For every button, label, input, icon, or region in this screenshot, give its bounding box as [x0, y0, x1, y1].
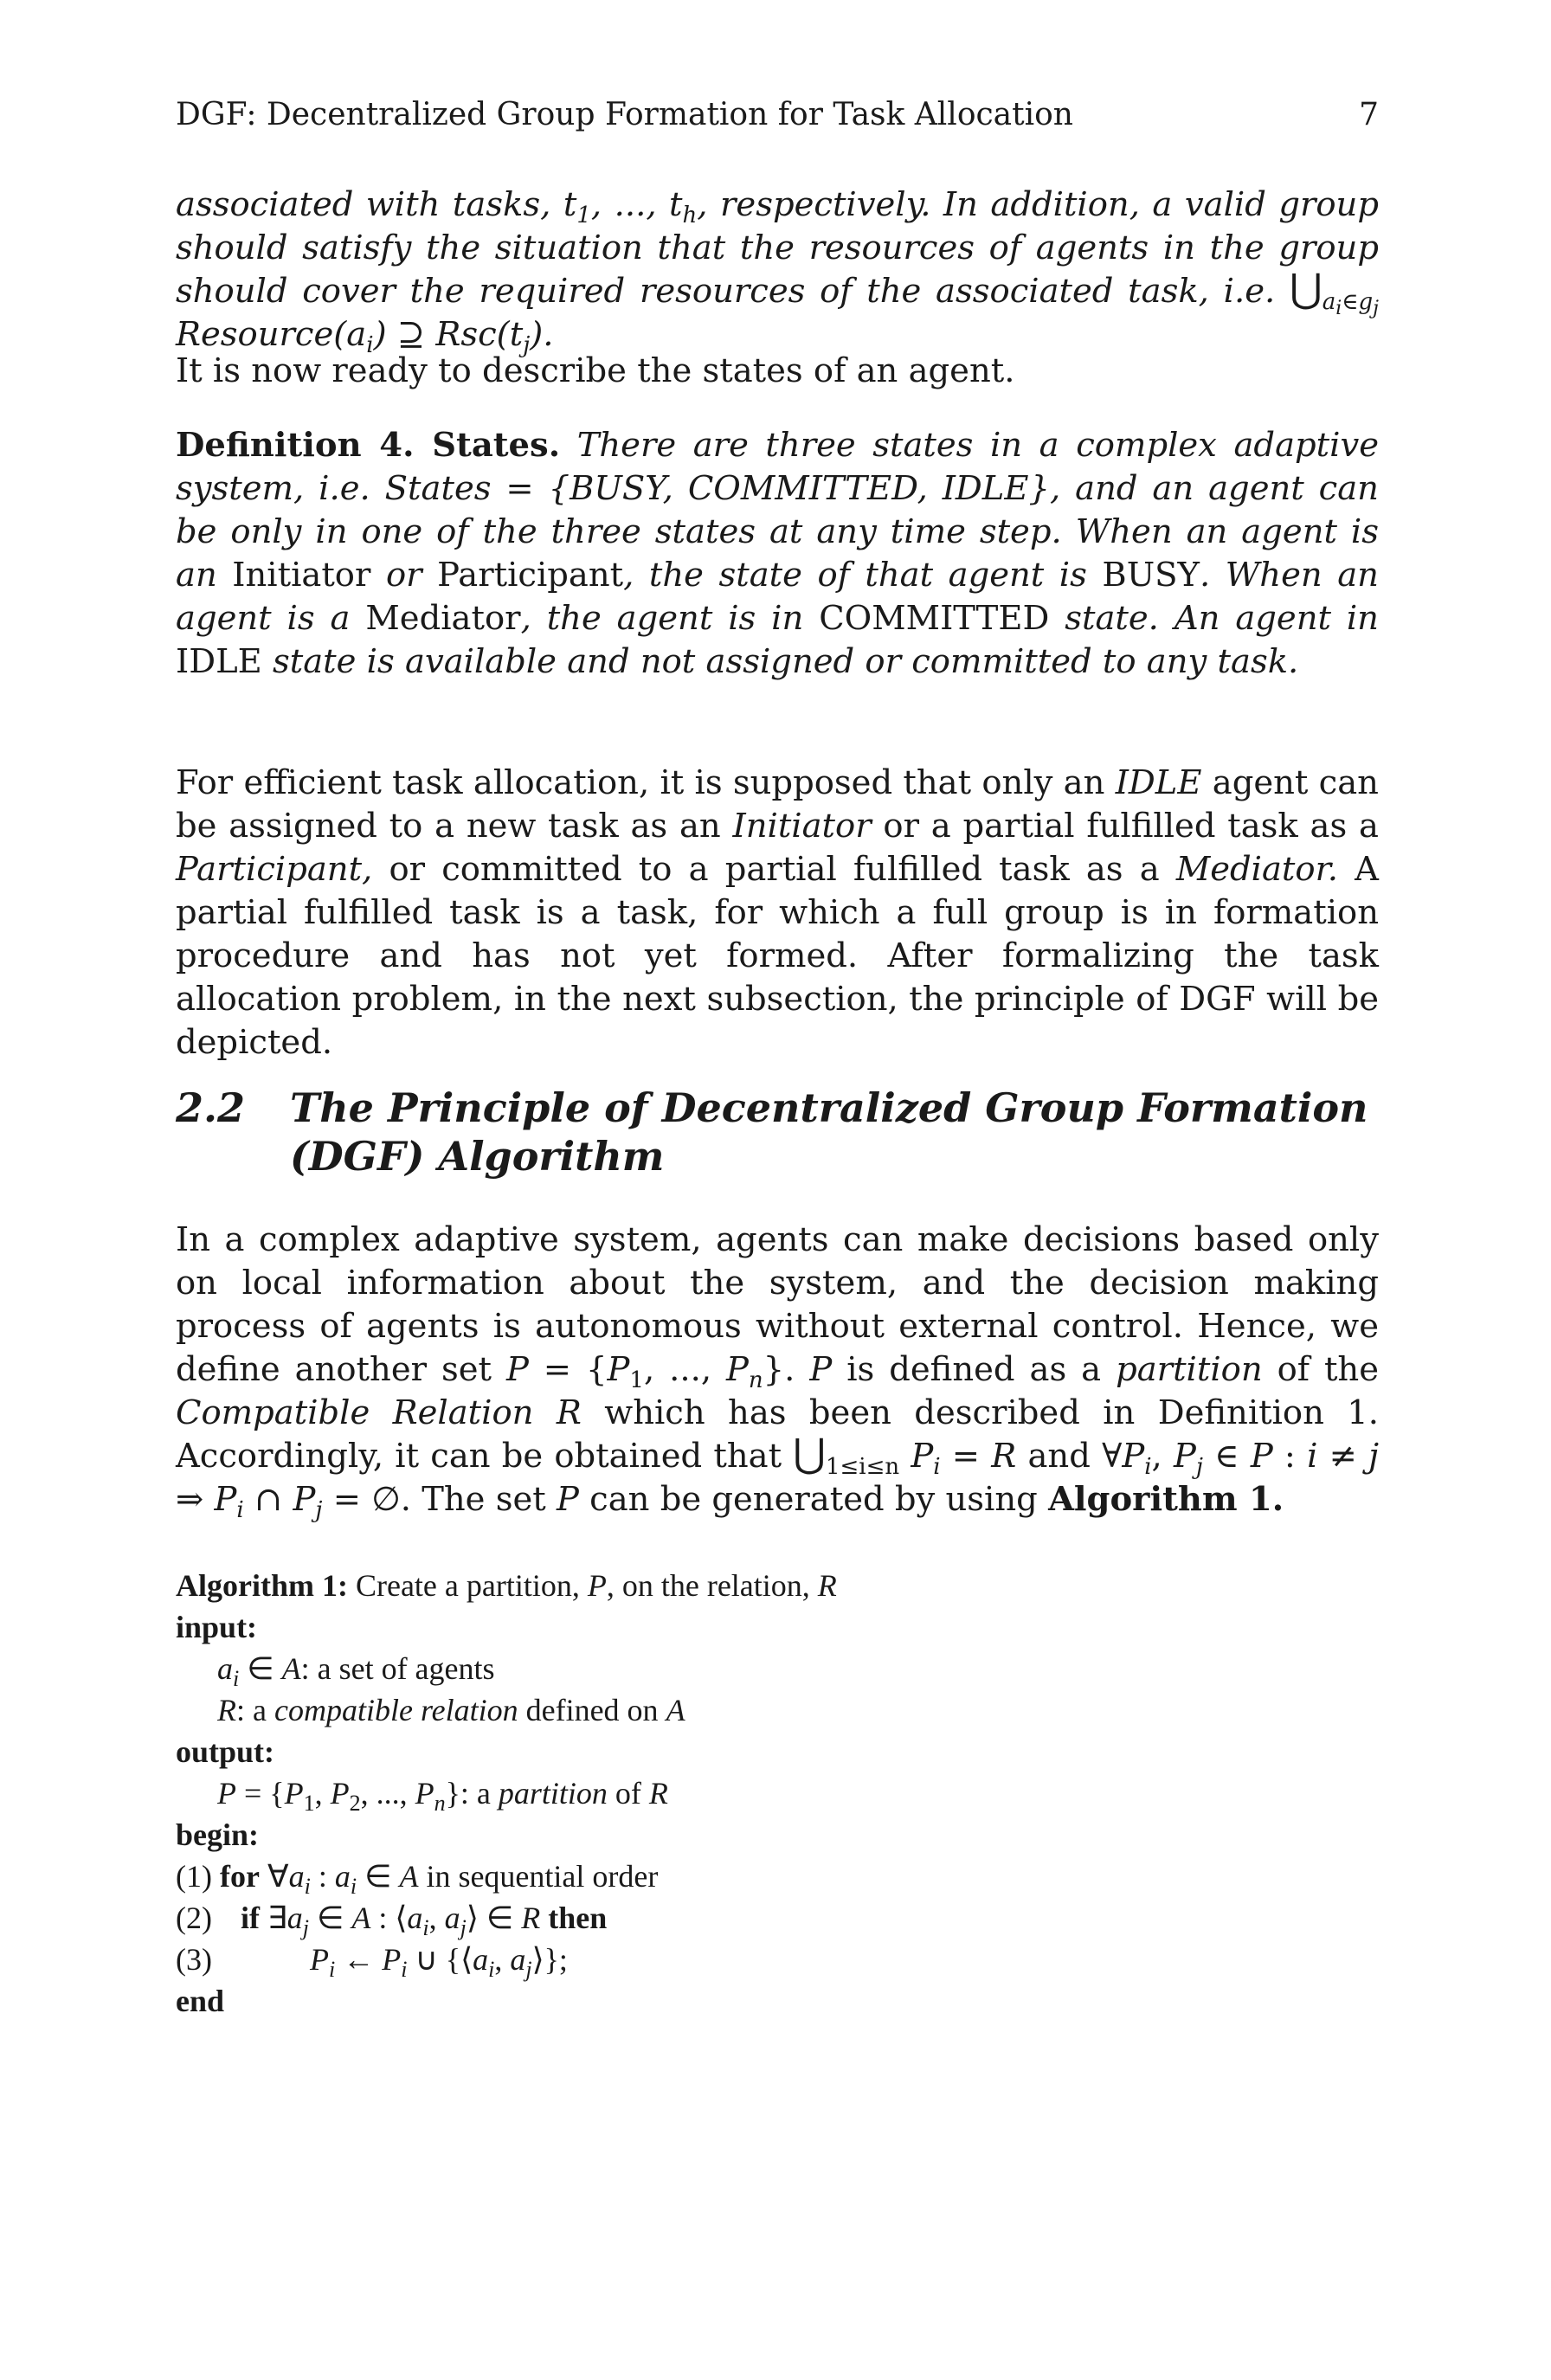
algo-end: end [176, 1984, 225, 2018]
algo-input-label: input: [176, 1610, 258, 1644]
efficient-text-4: or committed to a partial fulfilled task as a [389, 850, 1160, 889]
running-head [176, 93, 1379, 137]
definition-label: Definition 4. States. [176, 426, 561, 465]
definition-initiator: Initiator [232, 556, 371, 595]
complex-text-3: of the [1277, 1350, 1380, 1389]
definition-idle: IDLE [176, 642, 262, 681]
algo-output-label: output: [176, 1734, 275, 1769]
page-number: 7 [1359, 97, 1379, 132]
algo-line-1: (1) for $\forall a_i$ : $a_i$ ∈ A in sequential order [176, 1859, 659, 1899]
section-number: 2.2 [176, 1084, 246, 1131]
complex-text-4: which has been described in Definition 1. Accordingly, it can be obtained that [176, 1393, 1380, 1476]
intro-paragraph: associated with tasks, $t_1$, ..., $t_h$, respectively. In addition, a valid group should satisfy the situation that the resources of agents in the group should cover the required resources of the associated task, i.e. $⋃_{a_i\in g_j}$ $Resource(a_i)$ ⊇ $Rsc(t_j)$. [176, 185, 1379, 358]
intro-text-1: associated with tasks, [176, 185, 551, 224]
efficient-text-2: agent can be assigned to a new task as an [176, 763, 1379, 846]
definition-busy: BUSY [1102, 556, 1200, 595]
section-title-line2: (DGF) Algorithm [290, 1133, 665, 1180]
intro-math-tasks: $t_1$, ..., $t_h$, [563, 185, 708, 228]
ready-text: It is now ready to describe the states of an agent. [176, 351, 1015, 390]
efficient-mediator: Mediator. [1175, 850, 1338, 889]
intro-text-5: Rsc( [435, 315, 510, 354]
intro-math-union: $⋃_{a_i\in g_j}$ [1289, 265, 1379, 319]
complex-math-set-p: P [505, 1350, 529, 1389]
definition-text-6: , the agent is in [520, 599, 804, 638]
complex-text-7: can be generated by using [589, 1480, 1038, 1519]
complex-partition: partition [1116, 1350, 1263, 1389]
complex-text-6: . The set [400, 1480, 546, 1519]
efficient-paragraph [176, 762, 1379, 1065]
definition-text-7: state. An agent in [1065, 599, 1379, 638]
definition-mediator: Mediator [365, 599, 521, 638]
algo-input-1: $a_i$ ∈ A: a set of agents [217, 1651, 495, 1691]
algo-title: Algorithm 1: Create a partition, P, on the relation, R [176, 1568, 837, 1603]
section-title-line1: The Principle of Decentralized Group Formation [290, 1084, 1368, 1131]
algorithm-1 [176, 1565, 1379, 2022]
complex-text-5: and [1027, 1437, 1091, 1476]
definition-4: Definition 4. States. There are three states in a complex adaptive system, i.e. States = {BUSY, COMMITTED, IDLE}, and an agent can be only in one of the three states at any time step. When an agent is an Initiator or Participant, the state of that agent is BUSY. When an agent is a Mediator, the agent is in COMMITTED state. An agent in IDLE state is available and not assigned or committed to any task. [176, 426, 1379, 681]
algo-output-1: $P = \{P_1$, $P_2$, ..., $P_n$}: a partition of R [217, 1776, 668, 1816]
complex-text-2: is defined as a [846, 1350, 1102, 1389]
complex-math-disjoint: $\forall P_i$, $P_j$ ∈ P : i ≠ j ⇒ $P_i$ ∩ $P_j$ = ∅ [176, 1437, 1379, 1523]
efficient-text-1: For efficient task allocation, it is supposed that only an [176, 763, 1105, 802]
efficient-text-3: or a partial fulfilled task as a [883, 807, 1379, 846]
algo-begin: begin: [176, 1817, 260, 1852]
definition-or: or [385, 556, 422, 595]
efficient-idle: IDLE [1115, 763, 1202, 802]
intro-text-3: Resource( [176, 315, 347, 354]
definition-text-1: There are three states in a complex adaptive system, i.e. States [176, 426, 1379, 508]
section-heading [176, 1084, 1379, 1180]
complex-text-1: In a complex adaptive system, agents can make decisions based only on local information about the system, and the decision making process of agents is autonomous without external control. Hence, we define another set [176, 1220, 1379, 1389]
intro-text-6: ). [530, 315, 554, 354]
efficient-participant: Participant, [176, 850, 373, 889]
algo-line-3: (3) $P_i$ ← $P_i$ ∪ {$⟨a_i$, $a_j⟩$}; [176, 1942, 568, 1982]
efficient-initiator: Initiator [732, 807, 872, 846]
complex-math-union: $⋃_{1\le i\le n}$ $P_i = R$ [793, 1430, 1017, 1480]
algo-line-2: (2) if $\exists a_j$ ∈ A : $⟨a_i$, $a_j⟩$ ∈ R then [176, 1901, 608, 1940]
complex-compatible-relation: Compatible Relation [176, 1393, 534, 1432]
complex-algo-ref: Algorithm 1. [1048, 1480, 1284, 1519]
efficient-text-5: A partial fulfilled task is a task, for which a full group is in formation procedure and has not yet formed. After formalizing the task allocation problem, in the next subsection, the principle of DGF will be depicted. [176, 850, 1379, 1062]
complex-paragraph: In a complex adaptive system, agents can make decisions based only on local information about the system, and the decision making process of agents is autonomous without external control. Hence, we define another set $P = \{P_1$, ..., $P_n$}. P is defined as a partition of the Compatible Relation R which has been described in Definition 1. Accordingly, it can be obtained that $⋃_{1\le i\le n}$ $P_i = R$ and $\forall P_i$, $P_j$ ∈ P : i ≠ j ⇒ $P_i$ ∩ $P_j$ = ∅. The set P can be generated by using Algorithm 1. [176, 1220, 1380, 1523]
definition-participant: Participant [437, 556, 624, 595]
definition-committed: COMMITTED [819, 599, 1050, 638]
definition-text-4: , the state of that agent is [623, 556, 1087, 595]
definition-states-set: {BUSY, COMMITTED, IDLE} [548, 469, 1050, 508]
intro-text-4: ) [373, 315, 387, 354]
algo-input-2: R: a compatible relation defined on A [217, 1693, 685, 1727]
ready-paragraph [176, 350, 1379, 393]
intro-text-2: respectively. In addition, a valid group should satisfy the situation that the resources of agents in the group should cover the required resources of the associated task, i.e. [176, 185, 1379, 311]
definition-text-5: . When an agent is a [176, 556, 1379, 638]
running-title: DGF: Decentralized Group Formation for Task Allocation [176, 97, 1073, 132]
definition-text-8: state is available and not assigned or committed to any task. [273, 642, 1299, 681]
definition-text-3: , and an agent can be only in one of the three states at any time step. When an agent is an [176, 469, 1379, 595]
